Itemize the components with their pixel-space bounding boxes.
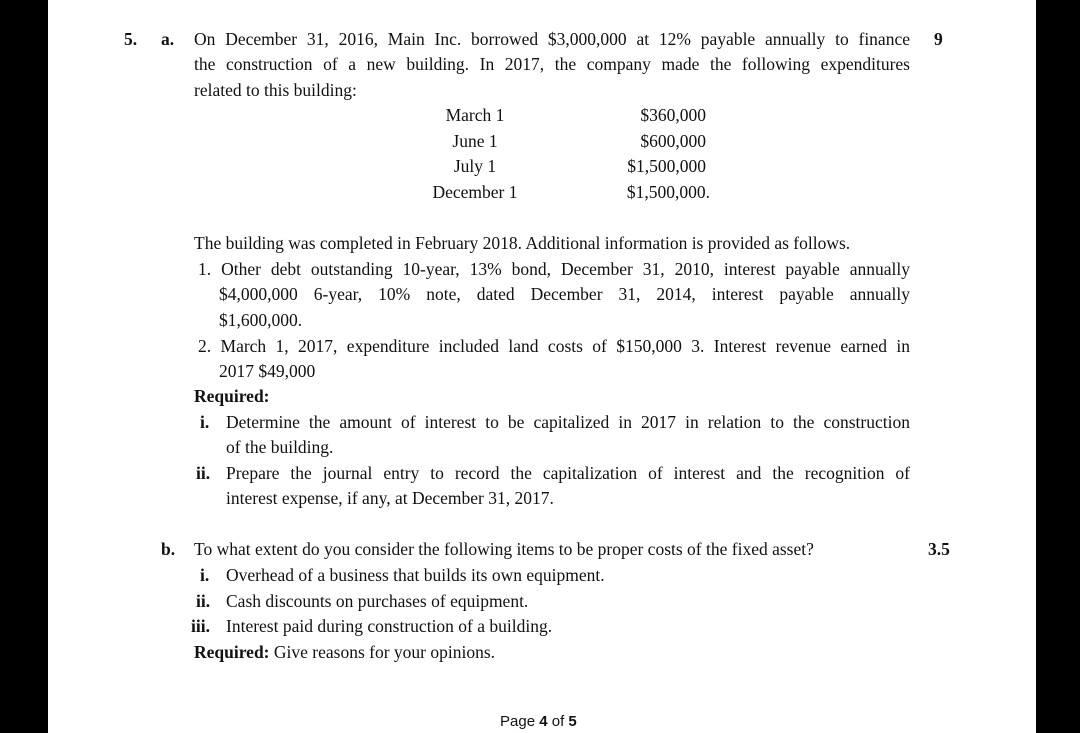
expenditure-row xyxy=(408,180,728,206)
required-item-ii-label: ii. xyxy=(196,463,211,483)
expenditure-amount: $360,000 xyxy=(640,105,706,125)
page-current: 4 xyxy=(539,713,548,730)
part-b-question: To what extent do you consider the following items to be proper costs of the fixed asset? xyxy=(194,539,814,559)
expenditure-amount: $1,500,000. xyxy=(626,181,710,202)
expenditure-row xyxy=(408,103,728,129)
part-b-label: b. xyxy=(161,539,176,559)
part-b-item-iii-label: iii. xyxy=(191,616,210,636)
required-item-i-line-1: Determine the amount of interest to be capitalized in 2017 in relation to the construction xyxy=(226,412,910,432)
page-total: 5 xyxy=(568,713,577,730)
required-label-b: Required: xyxy=(194,642,270,662)
part-b-item-i-label: i. xyxy=(200,565,210,585)
intro-line-2: the construction of a new building. In 2017, the company made the following expenditures xyxy=(194,54,910,74)
expenditure-date: July 1 xyxy=(453,156,497,176)
intro-line-1: On December 31, 2016, Main Inc. borrowed $3,000,000 at 12% payable annually to finance xyxy=(194,29,910,49)
info-item-2-line-1: 2. March 1, 2017, expenditure included land costs of $150,000 3. Interest revenue earned in xyxy=(198,336,910,356)
required-label-a: Required: xyxy=(194,386,270,406)
info-item-1-line-3: $1,600,000. xyxy=(219,310,303,330)
expenditure-amount: $600,000 xyxy=(640,130,706,151)
part-a-label: a. xyxy=(161,29,175,49)
part-a-marks: 9 xyxy=(934,29,943,49)
required-item-ii-line-2: interest expense, if any, at December 31, 2017. xyxy=(226,488,554,508)
part-b-item-ii-text: Cash discounts on purchases of equipment. xyxy=(226,591,529,611)
required-text-b: Give reasons for your opinions. xyxy=(273,642,496,662)
expenditure-amount: $1,500,000 xyxy=(627,156,706,176)
completion-line: The building was completed in February 2018. Additional information is provided as follows. xyxy=(194,233,851,253)
question-number: 5. xyxy=(124,29,138,49)
info-item-1-line-1: 1. Other debt outstanding 10-year, 13% bond, December 31, 2010, interest payable annually xyxy=(198,259,910,279)
page-word: Page xyxy=(500,713,536,730)
part-b-item-i-text: Overhead of a business that builds its own equipment. xyxy=(226,565,605,585)
part-b-marks: 3.5 xyxy=(928,539,950,559)
part-b-required xyxy=(194,640,495,666)
info-item-1-line-2: $4,000,000 6-year, 10% note, dated December 31, 2014, interest payable annually xyxy=(219,284,910,304)
expenditure-date: June 1 xyxy=(452,130,498,151)
expenditure-date: December 1 xyxy=(432,181,518,202)
required-item-i-label: i. xyxy=(200,412,210,432)
expenditures-table xyxy=(408,103,728,205)
info-item-2-line-2: 2017 $49,000 xyxy=(219,361,316,381)
expenditure-row xyxy=(408,129,728,155)
page-number-footer xyxy=(500,713,577,730)
of-word: of xyxy=(551,713,565,730)
expenditure-row xyxy=(408,154,728,180)
part-b-item-iii-text: Interest paid during construction of a building. xyxy=(226,616,553,636)
part-b-item-ii-label: ii. xyxy=(196,591,211,611)
required-item-i-line-2: of the building. xyxy=(226,437,334,457)
required-item-ii-line-1: Prepare the journal entry to record the capitalization of interest and the recognition of xyxy=(226,463,910,483)
document-page xyxy=(48,0,1036,733)
intro-line-3: related to this building: xyxy=(194,80,357,100)
expenditure-date: March 1 xyxy=(445,105,505,125)
